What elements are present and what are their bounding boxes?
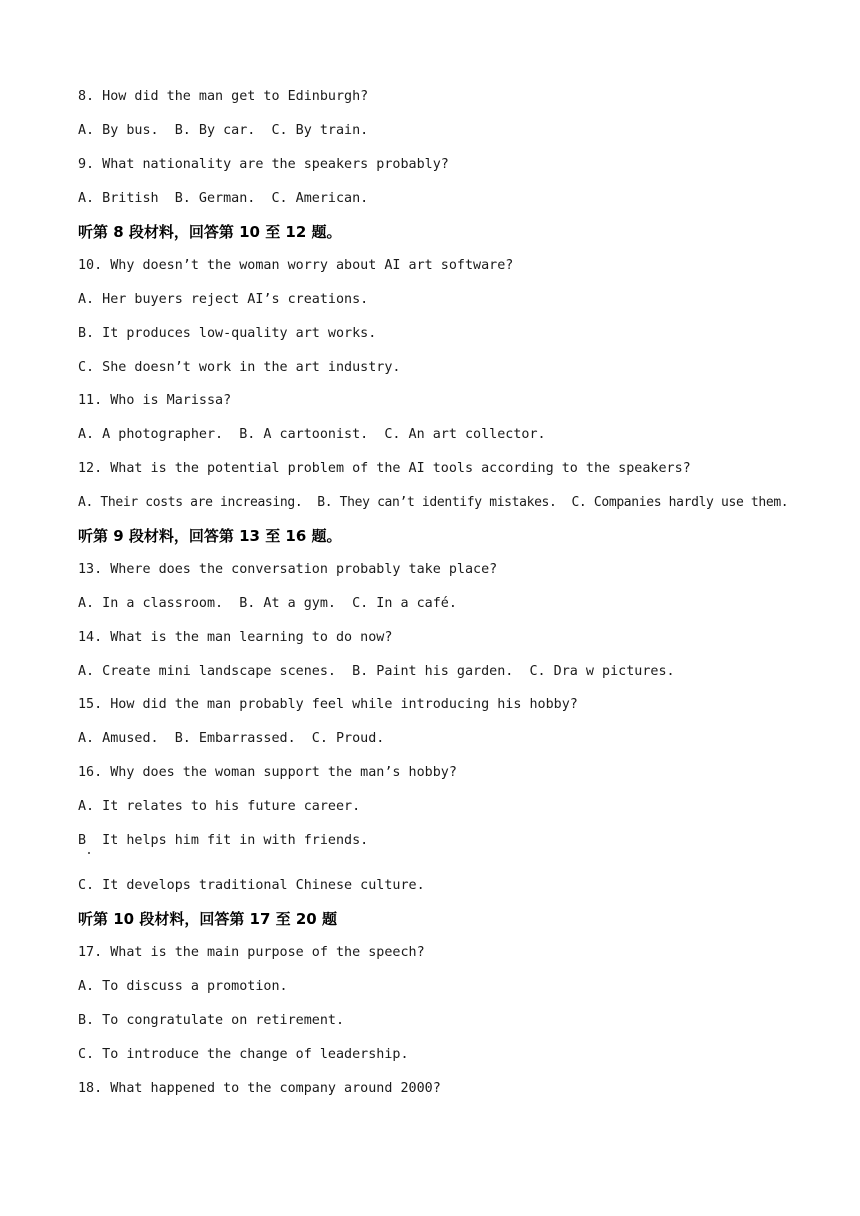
question-10-option-a: A. Her buyers reject AI’s creations. [78,292,369,307]
question-8: 8. How did the man get to Edinburgh? [78,89,369,104]
question-8-options: A. By bus. B. By car. C. By train. [78,123,369,138]
question-10: 10. Why doesn’t the woman worry about AI art software? [78,258,514,273]
question-18: 18. What happened to the company around 2000? [78,1081,441,1096]
question-11-options: A. A photographer. B. A cartoonist. C. An art collector. [78,427,546,442]
question-17: 17. What is the main purpose of the speech? [78,945,425,960]
question-17-option-a: A. To discuss a promotion. [78,979,288,994]
question-12: 12. What is the potential problem of the AI tools according to the speakers? [78,461,691,476]
stray-dot [88,852,90,854]
question-14: 14. What is the man learning to do now? [78,630,393,645]
question-9: 9. What nationality are the speakers probably? [78,157,449,172]
question-10-option-c: C. She doesn’t work in the art industry. [78,360,401,375]
question-12-options: A. Their costs are increasing. B. They can’t identify mistakes. C. Companies hardly use them. [78,495,789,510]
section-header-8: 听第 8 段材料，回答第 10 至 12 题。 [78,223,342,241]
question-15: 15. How did the man probably feel while introducing his hobby? [78,697,578,712]
question-14-options: A. Create mini landscape scenes. B. Paint his garden. C. Dra w pictures. [78,664,675,679]
question-16-option-a: A. It relates to his future career. [78,799,361,814]
question-16-option-b: B It helps him fit in with friends. [78,833,369,848]
question-13-options: A. In a classroom. B. At a gym. C. In a café. [78,596,457,611]
question-17-option-b: B. To congratulate on retirement. [78,1013,345,1028]
question-10-option-b: B. It produces low-quality art works. [78,326,377,341]
question-17-option-c: C. To introduce the change of leadership. [78,1047,409,1062]
section-header-9: 听第 9 段材料，回答第 13 至 16 题。 [78,527,342,545]
question-15-options: A. Amused. B. Embarrassed. C. Proud. [78,731,385,746]
question-11: 11. Who is Marissa? [78,393,232,408]
section-header-10: 听第 10 段材料，回答第 17 至 20 题 [78,910,337,928]
question-9-options: A. British B. German. C. American. [78,191,369,206]
question-13: 13. Where does the conversation probably take place? [78,562,498,577]
question-16: 16. Why does the woman support the man’s hobby? [78,765,457,780]
question-16-option-c: C. It develops traditional Chinese culture. [78,878,425,893]
